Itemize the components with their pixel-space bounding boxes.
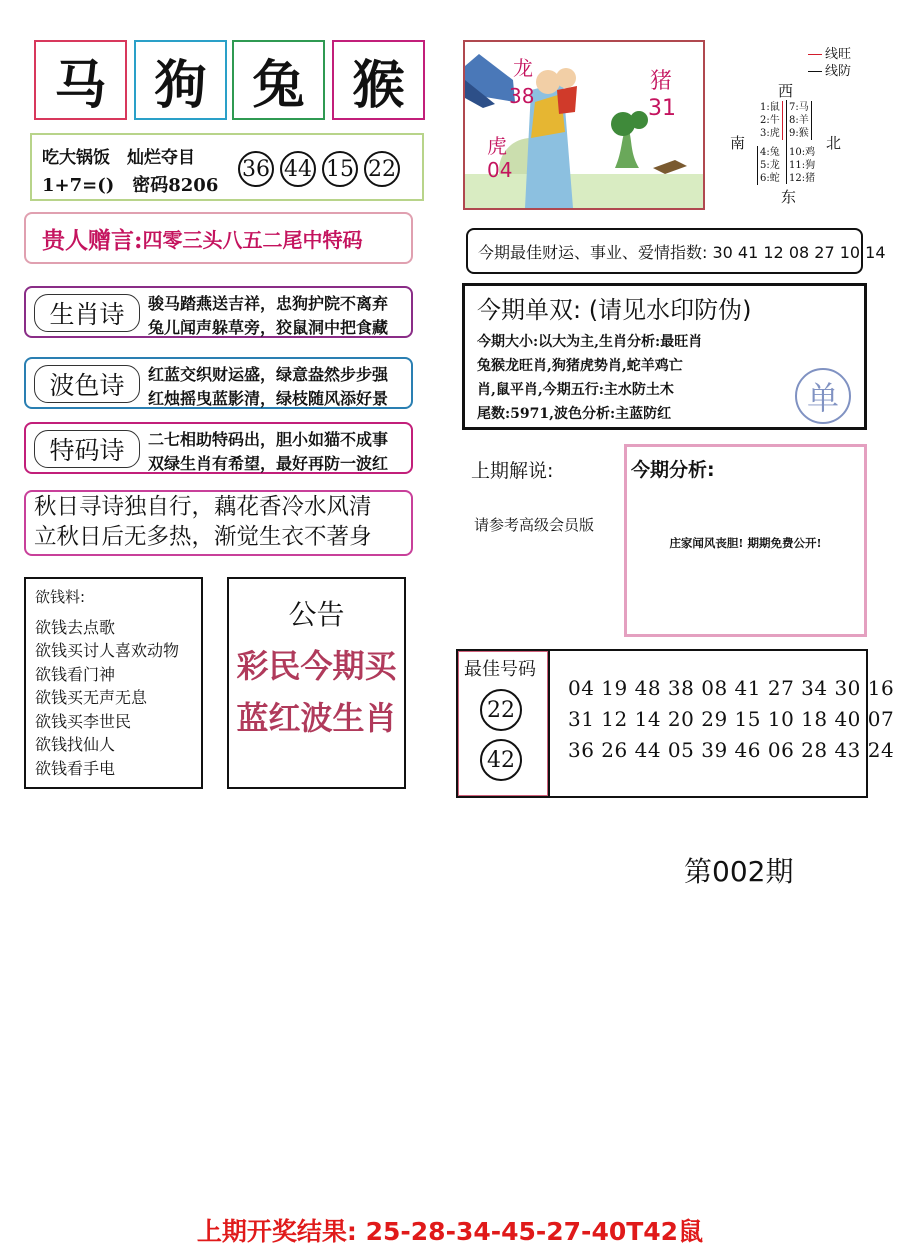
analysis-box [624,444,867,637]
best-picks-panel [458,651,550,796]
list-item: 欲钱看手电 [35,758,116,778]
last-result: 上期开奖结果: 25-28-34-45-27-40T42鼠 [196,1217,704,1246]
guiren-text: 四零三头八五二尾中特码 [142,227,363,252]
tema-poem [24,422,413,474]
notice-title: 公告 [288,598,345,631]
number-row: 04 19 48 38 08 41 27 34 30 16 [568,676,895,700]
zodiac-box-2: 狗 [134,40,227,120]
bose-label: 波色诗 [34,365,140,403]
autumn-line-2: 立秋日后无多热，渐觉生衣不著身 [34,524,372,550]
notice-box [227,577,406,789]
shengxiao-label: 生肖诗 [34,294,140,332]
notice-line-1: 彩民今期买 [236,647,397,685]
dragon-label: 龙 [513,56,533,80]
index-bar: 今期最佳财运、事业、爱情指数: 30 41 12 08 27 10 14 [466,228,863,274]
autumn-line-1: 秋日寻诗独自行，藕花香冷水风清 [34,494,372,520]
number-circle: 44 [280,151,316,187]
number-row: 36 26 44 05 39 46 06 28 43 24 [568,738,895,762]
compass-vline [786,100,787,184]
compass-north: 北 [826,134,842,152]
danshuang-box [462,283,867,430]
yuqian-title: 欲钱料: [35,588,86,606]
analysis-text: 庄家闻风丧胆! 期期免费公开! [669,536,822,550]
list-item: 欲钱去点歌 [35,617,116,637]
bose-poem [24,357,413,409]
pig-label: 猪 [650,69,673,94]
analysis-title: 今期分析: [631,459,715,481]
best-title: 最佳号码 [464,659,536,680]
zodiac-box-1: 马 [34,40,127,120]
yuqian-box [24,577,203,789]
notice-line-2: 蓝红波生肖 [236,699,397,737]
compass-west: 西 [778,82,794,100]
tema-text: 二七相助特码出，胆小如猫不成事 双绿生肖有希望，最好再防一波红 [148,430,389,473]
zodiac-picture [463,40,705,210]
last-period-title: 上期解说: [471,460,554,482]
tiger-label: 虎 [487,134,507,158]
list-item: 欲钱找仙人 [35,735,116,754]
compass-right-bottom: 10:鸡 11:狗 12:猪 [789,147,816,184]
compass-legend [808,46,851,80]
pig-number: 31 [648,96,676,121]
list-item: 欲钱买无声无息 [35,688,148,707]
info-line-1: 吃大锅饭 灿烂夺目 [42,148,195,168]
danshuang-title: 今期单双: (请见水印防伪) [477,296,752,324]
legend-fang: 线防 [825,64,852,79]
compass-right-top: 7:马 8:羊 9:猴 [789,101,812,140]
shengxiao-poem [24,286,413,338]
info-line-2: 1+7=() 密码8206 [42,175,219,196]
danshuang-body: 今期大小:以大为主,生肖分析:最旺肖 兔猴龙旺肖,狗猪虎势肖,蛇羊鸡亡 肖,鼠平肖,今期五行:主水防土木 尾数:5971,波色分析:主蓝防红 [477,334,703,422]
guiren-label: 贵人赠言: [42,226,143,254]
shengxiao-text: 骏马踏燕送吉祥，忠狗护院不离弃 兔儿闻声躲草旁，狡鼠洞中把食藏 [148,294,389,337]
compass-left-bottom: 4:兔 5:龙 6:蛇 [757,146,780,185]
tiger-number: 04 [487,158,513,182]
autumn-poem [24,490,413,556]
best-pick-2: 42 [480,739,522,781]
number-circle: 15 [322,151,358,187]
dragon-number: 38 [509,84,535,108]
list-item: 欲钱买李世民 [35,711,132,731]
number-row: 31 12 14 20 29 15 10 18 40 07 [568,707,895,731]
issue-number: 第002期 [684,855,794,888]
best-numbers-box [456,649,895,798]
info-numbers [238,151,406,187]
compass-left-top: 1:鼠 2:牛 3:虎 [760,101,783,140]
danshuang-stamp: 单 [795,368,851,424]
best-rows [568,673,894,766]
zodiac-box-3: 兔 [232,40,325,120]
last-period-text: 请参考高级会员版 [474,516,595,534]
guiren-banner [24,212,413,264]
tema-label: 特码诗 [34,430,140,468]
number-circle: 36 [238,151,274,187]
compass-east: 东 [781,188,797,206]
zodiac-box-4: 猴 [332,40,425,120]
list-item: 欲钱看门神 [35,664,116,684]
compass-south: 南 [730,134,746,152]
number-circle: 22 [364,151,400,187]
best-pick-1: 22 [480,689,522,731]
list-item: 欲钱买讨人喜欢动物 [35,641,180,660]
info-box [30,133,424,201]
bose-text: 红蓝交织财运盛，绿意盎然步步强 红烛摇曳蓝影清，绿枝随风添好景 [148,365,389,408]
legend-wang: 线旺 [825,47,852,62]
